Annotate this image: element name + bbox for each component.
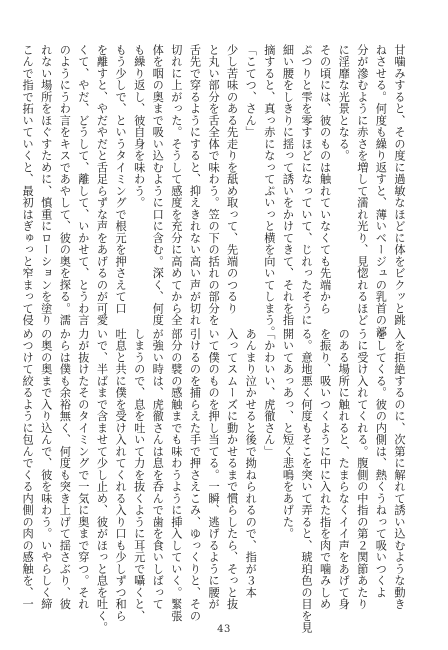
text-line: ねさせる。何度も繰り返すと、薄いベージュの乳首の部 — [374, 44, 388, 338]
text-line: に淫靡な光景となる。 — [337, 44, 351, 162]
text-line: 入を拒絶するのに、次第に解れて誘い込むような動き — [393, 328, 406, 610]
text-line: くて、やだ、どうして、離して、いかせて、とうわ言 — [76, 44, 90, 326]
text-line: めつけて絞るように包んでくる内側の肉の感触を、一 — [21, 328, 35, 610]
text-line: 「こてつ、さん」 — [244, 44, 258, 138]
text-line: 力が抜けたそのタイミングで一気に奥まで穿つ。それ — [76, 328, 90, 610]
text-line: もう少しで、というタイミングで根元を押さえて口 — [114, 44, 128, 315]
text-line: しまうので、息を吐いて力を抜くように耳元で囁くと、 — [132, 328, 146, 622]
text-line: からは僕も余裕無く、何度も突き上げて揺さぶり、彼 — [58, 328, 72, 610]
text-line: 吐息と共に僕を受け入れてくれる入り口も少しずつ和ら — [114, 328, 128, 622]
text-line: のようにうわ言をキスであやして、彼の奥を探る。濡 — [58, 44, 72, 326]
text-line: 体を咽の奥まで吸い込むように口に含む。深く、何度 — [151, 44, 165, 326]
text-line: あんまり泣かせると後で拗ねられるので、指が３本 — [244, 328, 258, 599]
text-line: 部分の襞の感触までも味わうように挿入していく。緊張 — [169, 328, 183, 622]
text-line: 開いてあっあっ、と短く悲鳴をあげた。 — [281, 328, 295, 540]
text-line: こんで指で拓いていくと、最初はぎゅっと窄まって侵 — [21, 44, 35, 326]
text-line: うに受け入れてくれる。腹側の中指の第２関節あたり — [355, 328, 369, 610]
text-line: 引けるのを捕らえた手で押さえこみ、ゆっくりと、その — [188, 328, 202, 622]
text-line: が強い時は、虎徹さんは息を呑んで歯を食いしばって — [151, 328, 165, 610]
text-line: ぷつりと雫を零すほどになっていて、じれったそうに — [300, 44, 314, 326]
text-line: の奥の奥まで入り込んで、彼を味わう。いやらしく締 — [39, 328, 53, 610]
text-line: 入ってスムーズに動かせるまで慣らしたら、そっと抜 — [225, 328, 239, 610]
text-line: 少し苦味のある先走りを舐め取って、先端のつるり — [225, 44, 239, 315]
text-line: いで、半ばまで含ませて少し止め、彼がほっと息を吐く。 — [95, 328, 109, 634]
text-line: 「かわいい、虎徹さん」 — [262, 328, 276, 458]
page-number: 43 — [217, 624, 231, 635]
text-line: その頃には、彼のものは触れていなくても先端から — [318, 44, 332, 315]
text-line: 分が滲むように赤さを増して濡れ光り、見惚れるほど — [355, 44, 369, 326]
text-line: 切れに上がった。そうして感度を充分に高めてから全 — [169, 44, 183, 326]
text-line: る。意地悪く何度もそこを突いて弄ると、琥珀色の目を見 — [300, 328, 314, 634]
text-line: いて僕のものを押し当てる。一瞬、逃げるように腰が — [207, 328, 221, 610]
text-line: と丸い部分を舌全体で味わう。笠の下の括れの部分を — [207, 44, 221, 326]
text-line: を振り、吸いつくように中に入れた指を肉で噛みしめ — [318, 328, 332, 610]
text-line: れない場所をほぐすために、慎重にローションを塗り — [39, 44, 53, 326]
text-line: のある場所に触れると、たまらなくイイ声をあげて身 — [337, 328, 351, 610]
text-line: 細い腰をしきりに揺って誘いをかけてきて、それを指 — [281, 44, 295, 326]
text-line: 摘すると、真っ赤になってぷいっと横を向いてしまう。 — [262, 44, 276, 338]
text-line: 甘噛みすると、その度に過敏なほどに体をビクッと跳 — [393, 44, 406, 326]
text-line: も繰り返し、彼自身を味わう。 — [132, 44, 146, 209]
text-line: を離すと、やだやだと舌足らずな声をあげるのが可愛 — [95, 44, 109, 326]
upper-text-block — [21, 44, 408, 338]
text-line: 舌先で穿るようにすると、抑えきれない高い声が切れ — [188, 44, 202, 326]
text-line: をしてくる。彼の内側は、熱くうねって吸いつくよ — [374, 328, 388, 599]
